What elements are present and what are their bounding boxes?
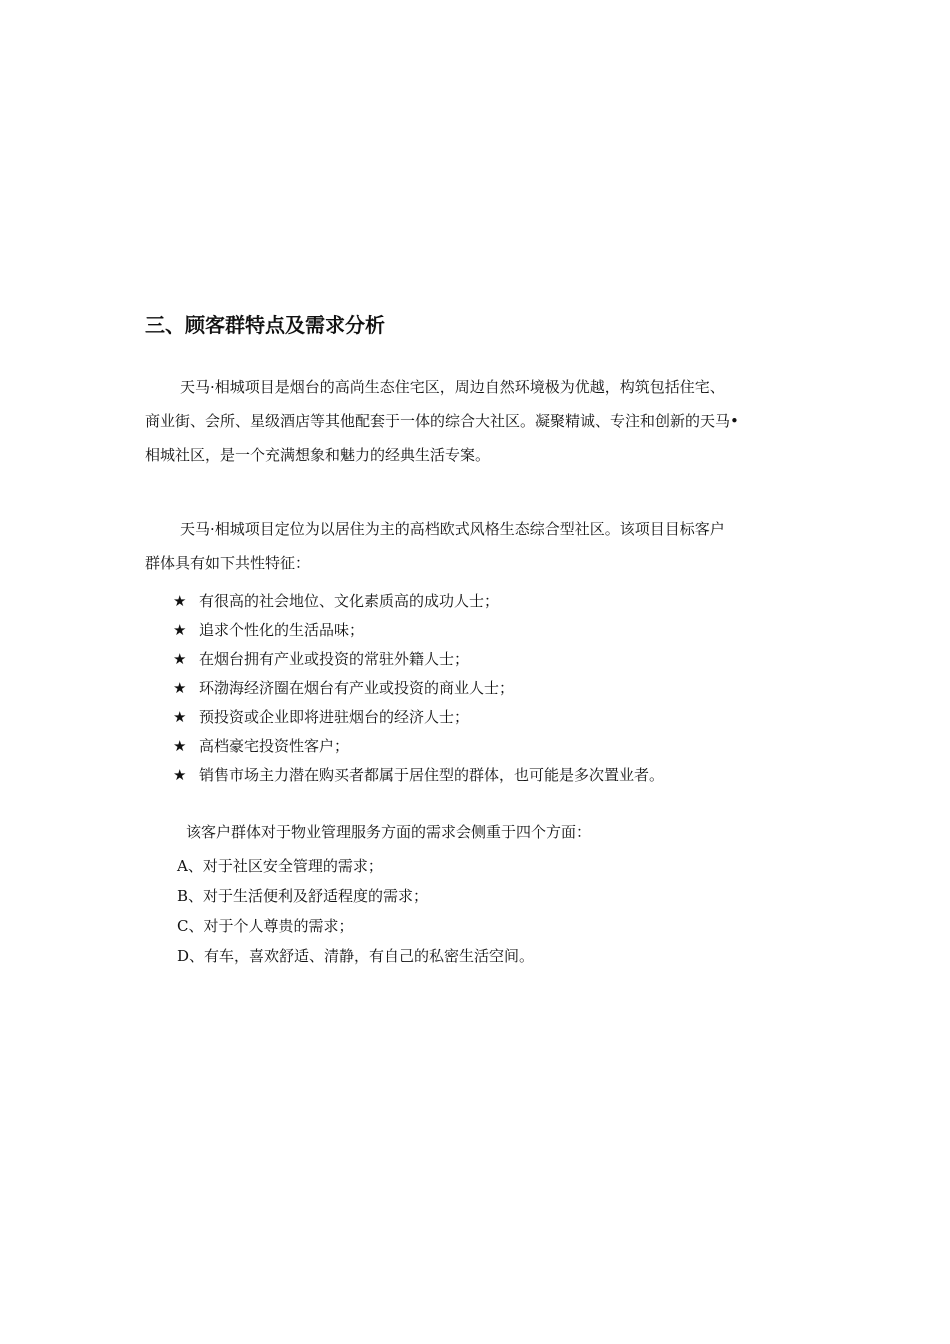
- list-item: [173, 732, 664, 761]
- need-item: B、对于生活便利及舒适程度的需求；: [177, 887, 429, 905]
- list-item: [173, 703, 664, 732]
- list-item: [173, 587, 664, 616]
- need-item: A、对于社区安全管理的需求；: [177, 857, 383, 875]
- list-item-text: 有很高的社会地位、文化素质高的成功人士；: [199, 592, 500, 610]
- list-item: [173, 645, 664, 674]
- intro-line: 相城社区，是一个充满想象和魅力的经典生活专案。: [145, 446, 491, 464]
- needs-list: [177, 851, 534, 971]
- intro-line: 商业街、会所、星级酒店等其他配套于一体的综合大社区。凝聚精诚、专注和创新的天马•: [145, 412, 739, 430]
- list-item-text: 环渤海经济圈在烟台有产业或投资的商业人士；: [199, 679, 515, 697]
- list-item-text: 在烟台拥有产业或投资的常驻外籍人士；: [199, 650, 470, 668]
- positioning-line: 天马·相城项目定位为以居住为主的高档欧式风格生态综合型社区。该项目目标客户: [180, 520, 725, 538]
- star-bullet-icon: ★: [173, 621, 187, 639]
- intro-line: 天马·相城项目是烟台的高尚生态住宅区，周边自然环境极为优越，构筑包括住宅、: [180, 378, 725, 396]
- need-item: C、对于个人尊贵的需求；: [177, 917, 354, 935]
- star-bullet-icon: ★: [173, 650, 187, 668]
- list-item: [173, 674, 664, 703]
- star-bullet-icon: ★: [173, 737, 187, 755]
- star-bullet-icon: ★: [173, 679, 187, 697]
- needs-intro: 该客户群体对于物业管理服务方面的需求会侧重于四个方面：: [186, 823, 592, 841]
- list-item: [173, 616, 664, 645]
- list-item-text: 销售市场主力潜在购买者都属于居住型的群体，也可能是多次置业者。: [199, 766, 665, 784]
- star-bullet-icon: ★: [173, 708, 187, 726]
- list-item-text: 预投资或企业即将进驻烟台的经济人士；: [199, 708, 470, 726]
- positioning-paragraph: [145, 512, 815, 580]
- list-item: [173, 761, 664, 790]
- list-item-text: 高档豪宅投资性客户；: [199, 737, 350, 755]
- intro-paragraph: [145, 370, 815, 472]
- star-bullet-icon: ★: [173, 592, 187, 610]
- need-item: D、有车，喜欢舒适、清静，有自己的私密生活空间。: [177, 947, 535, 965]
- list-item-text: 追求个性化的生活品味；: [199, 621, 365, 639]
- section-heading: 三、顾客群特点及需求分析: [145, 313, 385, 337]
- positioning-line: 群体具有如下共性特征：: [145, 554, 311, 572]
- characteristics-list: [173, 587, 664, 790]
- star-bullet-icon: ★: [173, 766, 187, 784]
